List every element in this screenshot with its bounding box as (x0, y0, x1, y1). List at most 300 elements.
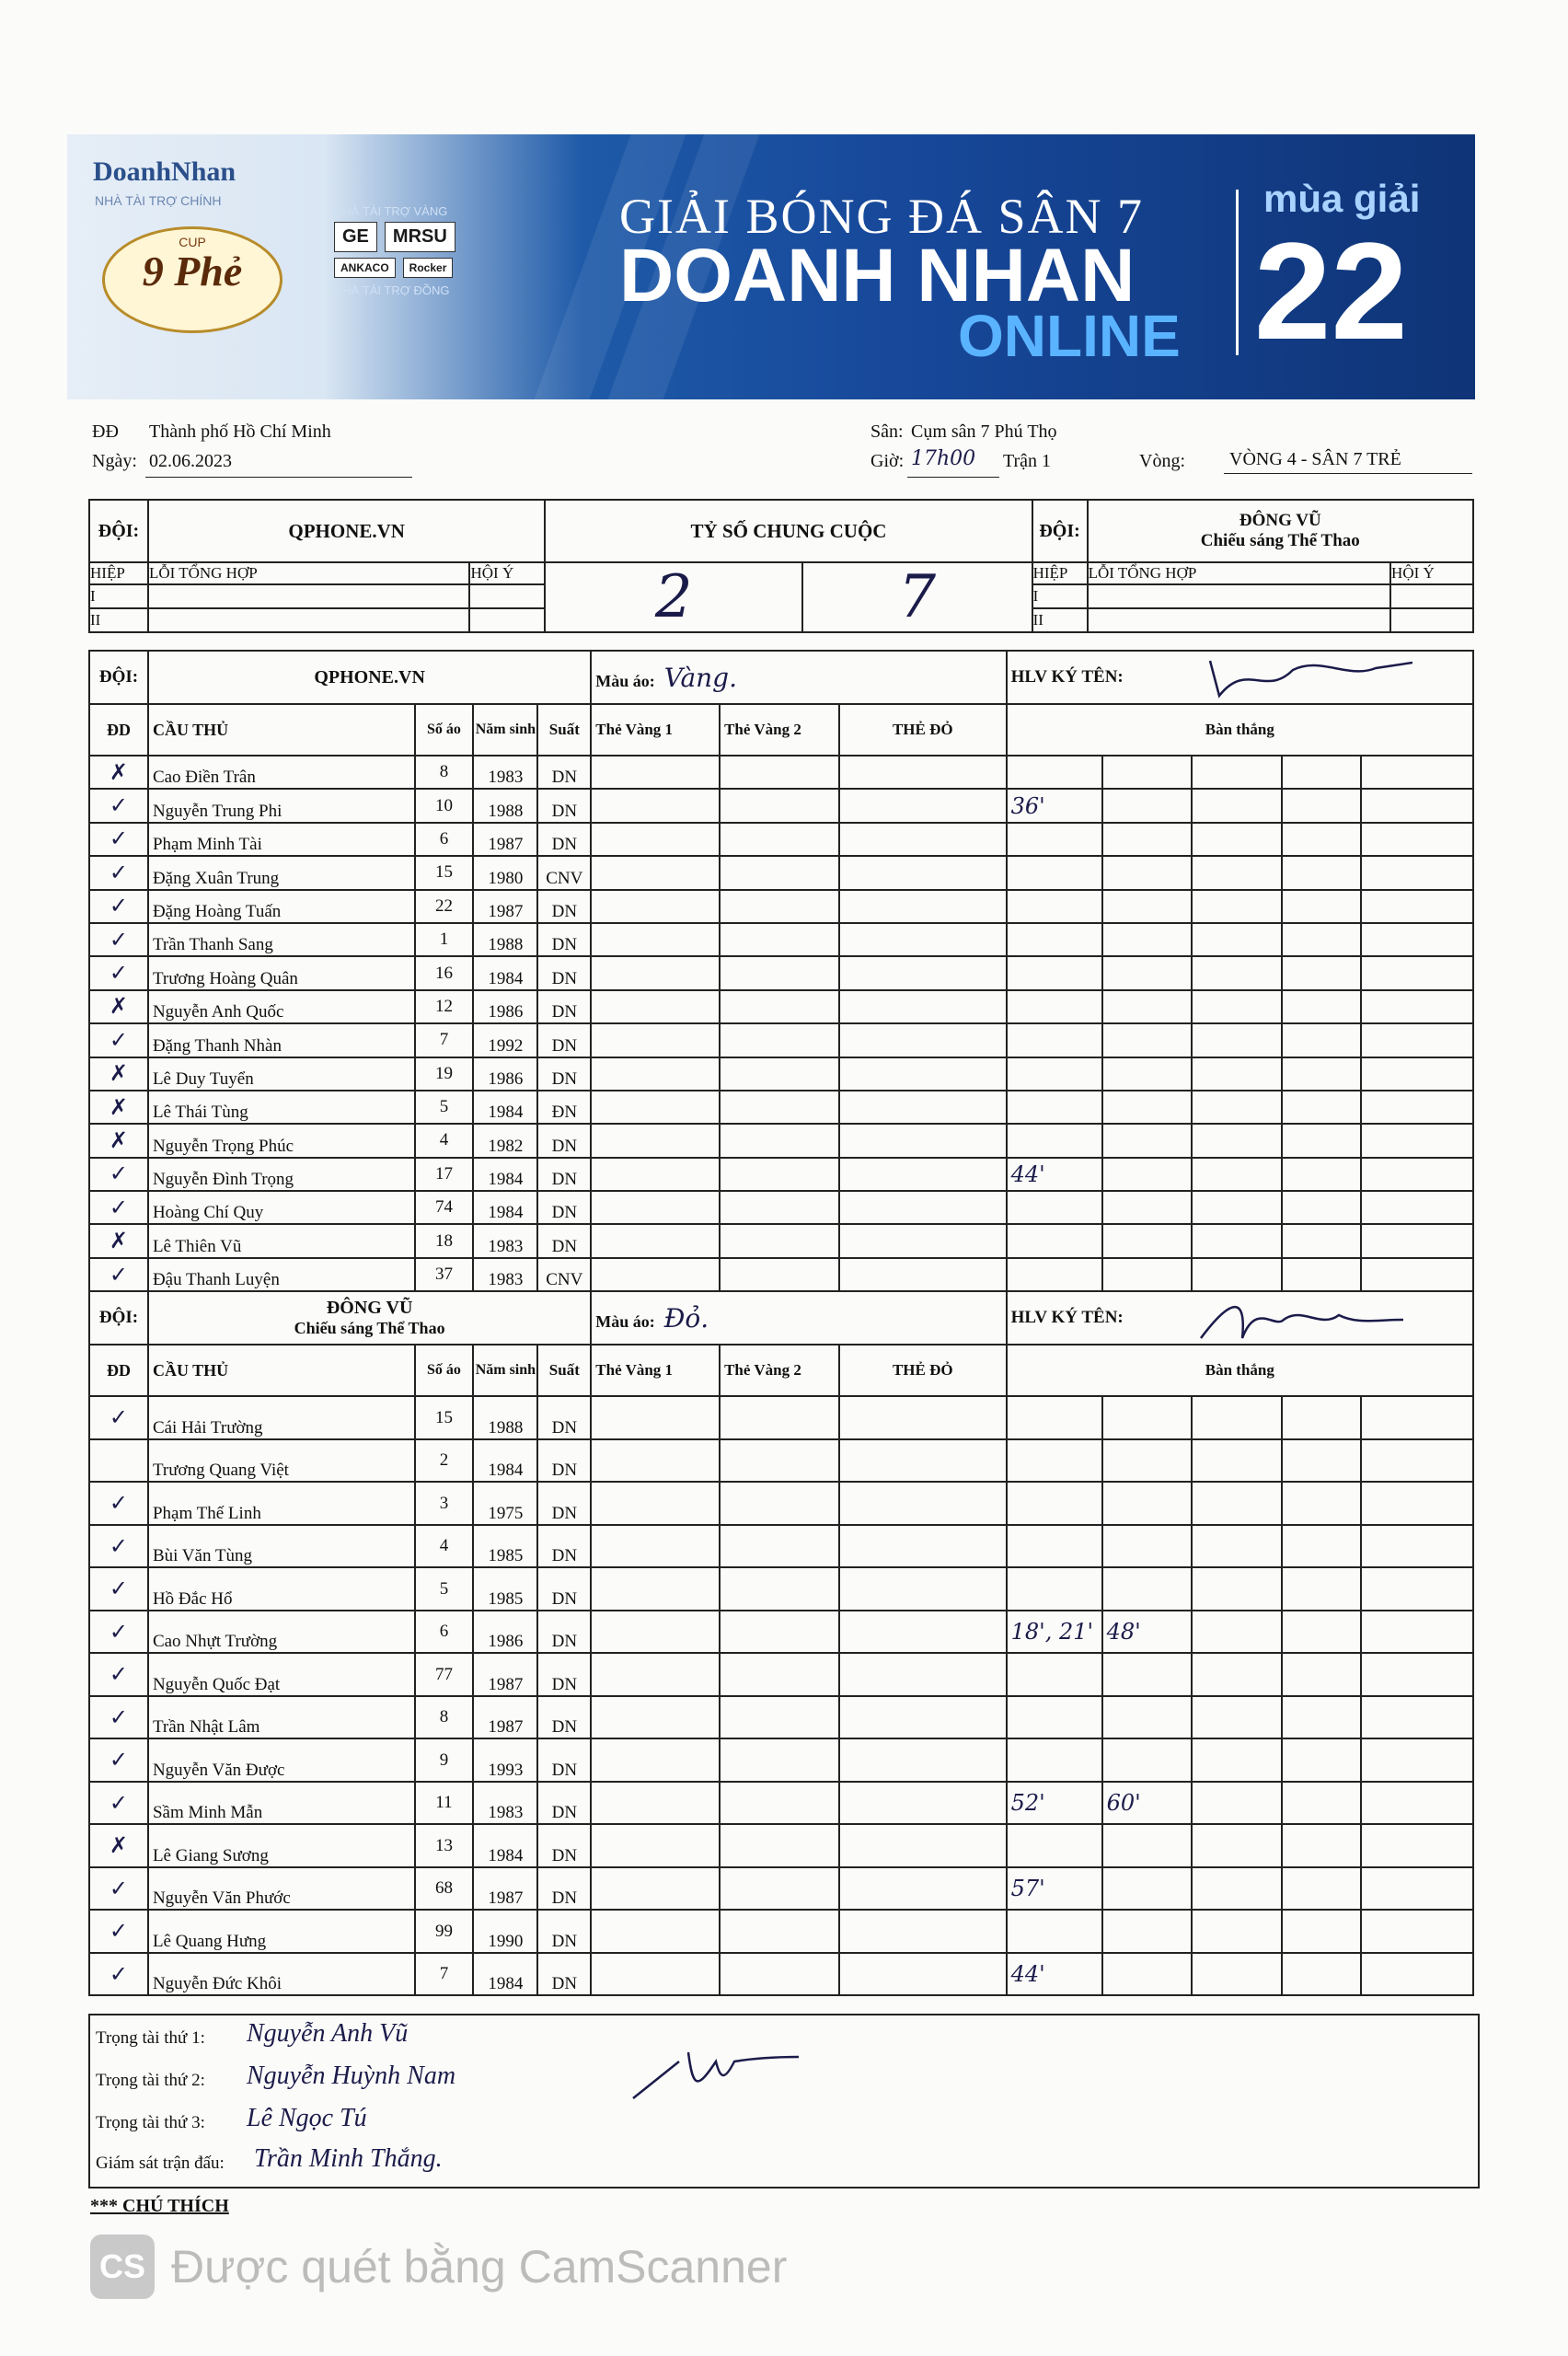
goal-time (1192, 1525, 1282, 1568)
team-name-line1: ĐÔNG VŨ (326, 1298, 413, 1319)
player-name: Nguyễn Trọng Phúc (148, 1124, 415, 1157)
sponsor-logo: Rocker (403, 258, 454, 278)
goal-time (1282, 890, 1361, 923)
attendance-mark: ✓ (89, 1953, 148, 1996)
doanhnhan-logo: DoanhNhan (93, 156, 236, 187)
goal-time (1361, 1439, 1473, 1483)
yellow-card-1 (591, 1867, 720, 1911)
yellow-card-1 (591, 1953, 720, 1996)
player-name: Đậu Thanh Luyện (148, 1258, 415, 1291)
goal-time (1361, 1057, 1473, 1091)
attendance-mark: ✗ (89, 1824, 148, 1867)
tournament-name: DOANH NHAN (619, 234, 1136, 318)
player-row (89, 956, 1473, 989)
goal-time (1102, 890, 1193, 923)
player-name: Cao Điền Trân (148, 756, 415, 789)
goal-time (1102, 1091, 1193, 1124)
header-type: Suất (537, 1345, 591, 1396)
goal-time (1007, 1567, 1102, 1611)
goal-time (1192, 1567, 1282, 1611)
yellow-card-2 (720, 890, 839, 923)
red-card (839, 1124, 1007, 1157)
player-type: DN (537, 1191, 591, 1224)
goal-time (1361, 823, 1473, 856)
yellow-card-1 (591, 1023, 720, 1057)
attendance-mark: ✓ (89, 890, 148, 923)
red-card (839, 756, 1007, 789)
header-player: CẦU THỦ (148, 1345, 415, 1396)
yellow-card-2 (720, 1525, 839, 1568)
header-player: CẦU THỦ (148, 704, 415, 756)
player-row (89, 1738, 1473, 1782)
goal-time (1361, 990, 1473, 1023)
goal-time (1282, 990, 1361, 1023)
sponsor-logo: ANKACO (334, 258, 396, 278)
shirt-color-label: Màu áo: (595, 1311, 655, 1331)
red-card (839, 1696, 1007, 1739)
attendance-mark: ✓ (89, 1567, 148, 1611)
goal-time (1361, 1653, 1473, 1696)
goal-time: 44' (1007, 1953, 1102, 1996)
officials-box (88, 2014, 1480, 2189)
goal-time (1282, 1124, 1361, 1157)
yellow-card-2 (720, 1824, 839, 1867)
referee-1-name: Nguyễn Anh Vũ (247, 2019, 409, 2048)
goal-time (1361, 956, 1473, 989)
player-number: 15 (415, 856, 474, 889)
player-name: Lê Thiên Vũ (148, 1224, 415, 1257)
team-label: ĐỘI: (89, 500, 148, 562)
player-type: DN (537, 1824, 591, 1867)
goal-time (1192, 923, 1282, 956)
referee-2-name: Nguyễn Huỳnh Nam (247, 2062, 456, 2090)
player-number: 2 (415, 1439, 474, 1483)
yellow-card-1 (591, 789, 720, 822)
yellow-card-1 (591, 1191, 720, 1224)
yellow-card-1 (591, 1091, 720, 1124)
time-label: Giờ: (870, 451, 905, 471)
player-number: 6 (415, 1611, 474, 1654)
player-birth-year: 1986 (473, 1057, 537, 1091)
goal-time (1102, 990, 1193, 1023)
field-value: Cụm sân 7 Phú Thọ (911, 422, 1057, 442)
yellow-card-1 (591, 1396, 720, 1439)
coach-signature (1192, 652, 1412, 703)
goal-time (1192, 1824, 1282, 1867)
goal-time (1192, 1191, 1282, 1224)
summary-label: LỖI TỔNG HỢP (1088, 562, 1390, 584)
banner-divider (1236, 190, 1239, 355)
player-birth-year: 1990 (473, 1910, 537, 1953)
yellow-card-2 (720, 1258, 839, 1291)
attendance-mark: ✓ (89, 956, 148, 989)
half-2: II (1032, 608, 1088, 632)
yellow-card-2 (720, 823, 839, 856)
player-birth-year: 1983 (473, 1782, 537, 1825)
main-sponsor-label: NHÀ TÀI TRỢ CHÍNH (95, 193, 222, 208)
red-card (839, 956, 1007, 989)
attendance-mark (89, 1439, 148, 1483)
goal-time (1361, 1611, 1473, 1654)
yellow-card-2 (720, 789, 839, 822)
yellow-card-1 (591, 1738, 720, 1782)
yellow-card-1 (591, 1525, 720, 1568)
player-number: 19 (415, 1057, 474, 1091)
time-value: 17h00 (911, 447, 976, 470)
player-number: 8 (415, 756, 474, 789)
season-number: 22 (1254, 214, 1408, 368)
player-name: Trương Quang Việt (148, 1439, 415, 1483)
yellow-card-2 (720, 1482, 839, 1525)
header-dd: ĐD (89, 704, 148, 756)
goal-time (1007, 956, 1102, 989)
yellow-card-2 (720, 1439, 839, 1483)
goal-time (1007, 890, 1102, 923)
score-table (88, 499, 1474, 633)
yellow-card-1 (591, 1124, 720, 1157)
player-number: 6 (415, 823, 474, 856)
goal-time: 60' (1102, 1782, 1193, 1825)
player-birth-year: 1980 (473, 856, 537, 889)
player-type: DN (537, 1696, 591, 1739)
dd-label: ĐĐ (92, 422, 119, 442)
goal-time (1007, 1124, 1102, 1157)
yellow-card-1 (591, 1258, 720, 1291)
goal-time (1282, 1396, 1361, 1439)
notes-label: *** CHÚ THÍCH (90, 2196, 229, 2216)
goal-time: 52' (1007, 1782, 1102, 1825)
attendance-mark: ✓ (89, 1867, 148, 1911)
goal-time (1007, 756, 1102, 789)
goal-time (1102, 1023, 1193, 1057)
goal-time (1282, 923, 1361, 956)
player-type: DN (537, 956, 591, 989)
red-card (839, 1910, 1007, 1953)
player-birth-year: 1987 (473, 823, 537, 856)
player-birth-year: 1983 (473, 1224, 537, 1257)
yellow-card-2 (720, 1091, 839, 1124)
attendance-mark: ✗ (89, 1091, 148, 1124)
yellow-card-1 (591, 956, 720, 989)
red-card (839, 856, 1007, 889)
goal-time (1192, 1653, 1282, 1696)
yellow-card-1 (591, 1824, 720, 1867)
player-row (89, 1023, 1473, 1057)
goal-time (1282, 1782, 1361, 1825)
player-name: Nguyễn Văn Phước (148, 1867, 415, 1911)
team-label: ĐỘI: (89, 651, 148, 704)
player-type: ĐN (537, 1091, 591, 1124)
yellow-card-2 (720, 1124, 839, 1157)
player-number: 99 (415, 1910, 474, 1953)
goal-time (1192, 1439, 1282, 1483)
goal-time: 44' (1007, 1158, 1102, 1191)
shirt-color-label: Màu áo: (595, 671, 655, 690)
yellow-card-1 (591, 1696, 720, 1739)
player-birth-year: 1986 (473, 1611, 537, 1654)
player-birth-year: 1983 (473, 1258, 537, 1291)
goal-time (1192, 1696, 1282, 1739)
player-birth-year: 1984 (473, 1439, 537, 1483)
goal-time (1102, 1525, 1193, 1568)
player-birth-year: 1984 (473, 1091, 537, 1124)
goal-time (1361, 789, 1473, 822)
attendance-mark: ✓ (89, 1525, 148, 1568)
attendance-mark: ✓ (89, 823, 148, 856)
goal-time: 36' (1007, 789, 1102, 822)
season-label: mùa giải (1263, 177, 1421, 220)
yellow-card-1 (591, 990, 720, 1023)
attendance-mark: ✓ (89, 1258, 148, 1291)
goal-time (1282, 756, 1361, 789)
player-row (89, 1158, 1473, 1191)
player-type: DN (537, 890, 591, 923)
header-year: Năm sinh (473, 1345, 537, 1396)
goal-time (1102, 1124, 1193, 1157)
red-card (839, 1191, 1007, 1224)
goal-time: 18', 21' (1007, 1611, 1102, 1654)
player-row (89, 1439, 1473, 1483)
red-card (839, 1824, 1007, 1867)
goal-time (1007, 1224, 1102, 1257)
player-type: DN (537, 1567, 591, 1611)
yellow-card-1 (591, 856, 720, 889)
goal-time (1007, 1396, 1102, 1439)
red-card (839, 1611, 1007, 1654)
goal-time (1192, 890, 1282, 923)
yellow-card-2 (720, 1738, 839, 1782)
red-card (839, 1091, 1007, 1124)
player-number: 22 (415, 890, 474, 923)
player-name: Đặng Hoàng Tuấn (148, 890, 415, 923)
referee-2-label: Trọng tài thứ 2: (96, 2071, 205, 2090)
attendance-mark: ✗ (89, 756, 148, 789)
yellow-card-1 (591, 1224, 720, 1257)
coach-signature (1192, 1292, 1412, 1344)
goal-time (1102, 1824, 1193, 1867)
goal-time (1007, 923, 1102, 956)
player-birth-year: 1984 (473, 956, 537, 989)
goal-time (1102, 756, 1193, 789)
date-value: 02.06.2023 (149, 451, 232, 471)
player-birth-year: 1982 (473, 1124, 537, 1157)
player-type: DN (537, 1738, 591, 1782)
goal-time (1361, 1867, 1473, 1911)
yellow-card-2 (720, 923, 839, 956)
yellow-card-2 (720, 1191, 839, 1224)
goal-time (1007, 823, 1102, 856)
player-type: CNV (537, 856, 591, 889)
player-type: DN (537, 1525, 591, 1568)
player-birth-year: 1985 (473, 1525, 537, 1568)
player-type: DN (537, 1953, 591, 1996)
goal-time (1282, 1525, 1361, 1568)
yellow-card-2 (720, 1696, 839, 1739)
red-card (839, 923, 1007, 956)
yellow-card-2 (720, 1611, 839, 1654)
attendance-mark: ✓ (89, 1738, 148, 1782)
attendance-mark: ✓ (89, 789, 148, 822)
player-row (89, 1124, 1473, 1157)
goal-time (1007, 990, 1102, 1023)
player-birth-year: 1993 (473, 1738, 537, 1782)
goal-time (1282, 1653, 1361, 1696)
red-card (839, 1653, 1007, 1696)
player-number: 5 (415, 1091, 474, 1124)
goal-time (1102, 1224, 1193, 1257)
player-type: DN (537, 789, 591, 822)
player-row (89, 1782, 1473, 1825)
player-type: DN (537, 1611, 591, 1654)
goal-time (1007, 1525, 1102, 1568)
player-number: 9 (415, 1738, 474, 1782)
player-name: Bùi Văn Tùng (148, 1525, 415, 1568)
player-name: Đặng Thanh Nhàn (148, 1023, 415, 1057)
goal-time (1192, 1396, 1282, 1439)
header-red: THẺ ĐỎ (839, 1345, 1007, 1396)
player-row (89, 1696, 1473, 1739)
goal-time (1102, 1910, 1193, 1953)
goal-time (1361, 1091, 1473, 1124)
goal-time (1192, 1910, 1282, 1953)
goal-time (1192, 1953, 1282, 1996)
shirt-color-value: Vàng. (663, 662, 737, 693)
team-b-name: ĐÔNG VŨ (1239, 511, 1321, 530)
attendance-mark: ✓ (89, 1482, 148, 1525)
header-type: Suất (537, 704, 591, 756)
header-banner (67, 134, 1475, 399)
yellow-card-2 (720, 1158, 839, 1191)
goal-time (1192, 1258, 1282, 1291)
yellow-card-2 (720, 1653, 839, 1696)
player-name: Đặng Xuân Trung (148, 856, 415, 889)
goal-time (1282, 1158, 1361, 1191)
player-birth-year: 1984 (473, 1953, 537, 1996)
team-name (148, 1291, 591, 1345)
goal-time (1282, 1439, 1361, 1483)
player-number: 4 (415, 1124, 474, 1157)
player-row (89, 1258, 1473, 1291)
goal-time (1192, 1023, 1282, 1057)
goal-time (1361, 1567, 1473, 1611)
round-value: VÒNG 4 - SÂN 7 TRẺ (1229, 449, 1401, 469)
yellow-card-1 (591, 1158, 720, 1191)
team-name-line2: Chiếu sáng Thể Thao (294, 1319, 445, 1338)
goal-time (1282, 1611, 1361, 1654)
player-row (89, 1867, 1473, 1911)
goal-time (1102, 1653, 1193, 1696)
player-row (89, 1611, 1473, 1654)
goal-time (1192, 990, 1282, 1023)
coach-signature-label: HLV KÝ TÊN: (1010, 667, 1124, 687)
cup-logo: CUP 9 Phẻ (102, 226, 282, 333)
player-name: Lê Quang Hưng (148, 1910, 415, 1953)
referee-3-label: Trọng tài thứ 3: (96, 2113, 205, 2132)
goal-time (1361, 1910, 1473, 1953)
team-name: QPHONE.VN (148, 651, 591, 704)
coach-signature-cell (1007, 1291, 1473, 1345)
goal-time (1192, 756, 1282, 789)
player-number: 18 (415, 1224, 474, 1257)
red-card (839, 1439, 1007, 1483)
goal-time (1102, 1158, 1193, 1191)
goal-time (1007, 1653, 1102, 1696)
player-row (89, 1191, 1473, 1224)
attendance-mark: ✓ (89, 1158, 148, 1191)
player-row (89, 1910, 1473, 1953)
player-type: DN (537, 1057, 591, 1091)
team-a-name: QPHONE.VN (148, 500, 545, 562)
team-label: ĐỘI: (89, 1291, 148, 1345)
header-goals: Bàn thắng (1007, 1345, 1473, 1396)
player-number: 5 (415, 1567, 474, 1611)
red-card (839, 1057, 1007, 1091)
referee-signature (624, 2034, 808, 2108)
goal-time (1102, 789, 1193, 822)
player-type: DN (537, 1782, 591, 1825)
player-name: Nguyễn Anh Quốc (148, 990, 415, 1023)
yellow-card-1 (591, 890, 720, 923)
goal-time (1102, 1057, 1193, 1091)
goal-time (1192, 1867, 1282, 1911)
player-number: 4 (415, 1525, 474, 1568)
goal-time (1282, 823, 1361, 856)
player-birth-year: 1984 (473, 1158, 537, 1191)
red-card (839, 1158, 1007, 1191)
player-type: DN (537, 1439, 591, 1483)
goal-time (1102, 1439, 1193, 1483)
shirt-color-value: Đỏ. (663, 1302, 709, 1334)
attendance-mark: ✗ (89, 1124, 148, 1157)
player-type: DN (537, 756, 591, 789)
goal-time (1102, 956, 1193, 989)
attendance-mark: ✓ (89, 856, 148, 889)
half-1: I (89, 584, 148, 608)
half-label: HIỆP (89, 562, 148, 584)
goal-time (1102, 923, 1193, 956)
player-birth-year: 1985 (473, 1567, 537, 1611)
goal-time (1102, 1396, 1193, 1439)
goal-time (1102, 1953, 1193, 1996)
goal-time (1282, 1867, 1361, 1911)
goal-time (1361, 1396, 1473, 1439)
goal-time (1282, 1824, 1361, 1867)
attendance-mark: ✓ (89, 1910, 148, 1953)
bronze-sponsor-heading: NHÀ TÀI TRỢ ĐỒNG (334, 283, 450, 297)
goal-time (1102, 1738, 1193, 1782)
player-row (89, 1824, 1473, 1867)
player-row (89, 1482, 1473, 1525)
header-goals: Bàn thắng (1007, 704, 1473, 756)
player-number: 10 (415, 789, 474, 822)
player-birth-year: 1987 (473, 890, 537, 923)
player-type: DN (537, 1396, 591, 1439)
yellow-card-1 (591, 1439, 720, 1483)
player-type: DN (537, 1482, 591, 1525)
player-birth-year: 1987 (473, 1867, 537, 1911)
yellow-card-1 (591, 756, 720, 789)
player-birth-year: 1984 (473, 1191, 537, 1224)
header-number: Số áo (415, 1345, 474, 1396)
yellow-card-2 (720, 1224, 839, 1257)
player-number: 37 (415, 1258, 474, 1291)
player-row (89, 756, 1473, 789)
goal-time (1361, 856, 1473, 889)
player-row (89, 789, 1473, 822)
goal-time (1361, 1782, 1473, 1825)
round-label: Vòng: (1139, 451, 1185, 471)
goal-time (1102, 1258, 1193, 1291)
